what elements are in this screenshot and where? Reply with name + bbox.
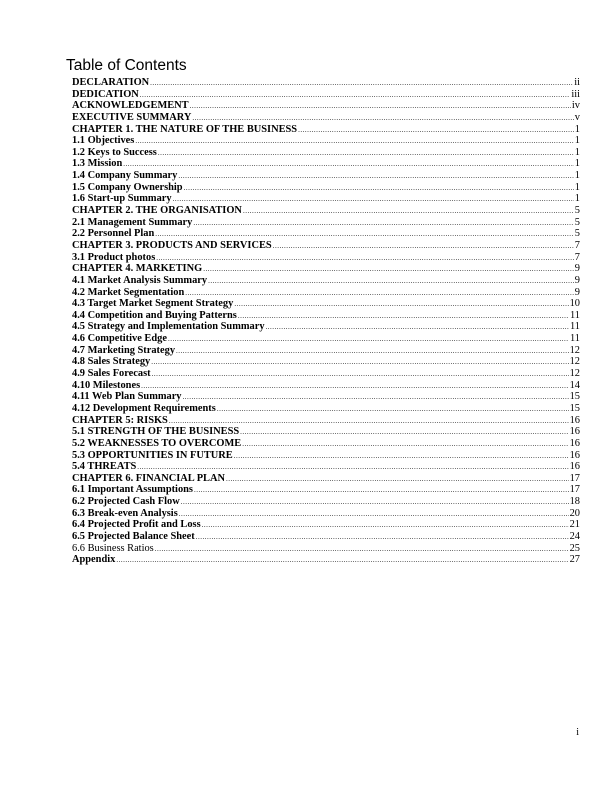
toc-entry[interactable] — [72, 380, 580, 392]
toc-entry-label: 5.3 OPPORTUNITIES IN FUTURE — [72, 449, 233, 461]
toc-entry-page-number: 16 — [569, 437, 580, 449]
toc-entry[interactable] — [72, 310, 580, 322]
toc-entry-label: CHAPTER 3. PRODUCTS AND SERVICES — [72, 239, 272, 251]
toc-entry-label: 3.1 Product photos — [72, 251, 156, 263]
toc-list — [72, 77, 580, 566]
toc-entry[interactable] — [72, 461, 580, 473]
toc-entry-page-number: 1 — [574, 193, 580, 205]
toc-dot-leader — [135, 136, 573, 148]
toc-dot-leader — [226, 474, 569, 486]
toc-dot-leader — [238, 311, 569, 323]
toc-entry[interactable] — [72, 228, 580, 240]
toc-entry-label: 1.3 Mission — [72, 158, 123, 170]
toc-entry-label: 2.2 Personnel Plan — [72, 228, 155, 240]
toc-entry[interactable] — [72, 217, 580, 229]
toc-dot-leader — [183, 392, 569, 404]
toc-entry-page-number: ii — [574, 77, 580, 88]
toc-dot-leader — [203, 264, 574, 276]
toc-entry[interactable] — [72, 508, 580, 520]
toc-entry-label: 6.4 Projected Profit and Loss — [72, 519, 201, 531]
toc-entry-label: 6.3 Break-even Analysis — [72, 507, 178, 519]
toc-entry[interactable] — [72, 333, 580, 345]
toc-entry[interactable] — [72, 426, 580, 438]
toc-entry-label: 4.5 Strategy and Implementation Summary — [72, 321, 265, 333]
toc-entry-label: DEDICATION — [72, 88, 139, 100]
toc-entry-page-number: 5 — [574, 228, 580, 240]
toc-entry-label: CHAPTER 2. THE ORGANISATION — [72, 205, 242, 217]
toc-dot-leader — [190, 101, 571, 113]
toc-entry-label: 5.4 THREATS — [72, 461, 137, 473]
toc-entry[interactable] — [72, 135, 580, 147]
toc-entry[interactable] — [72, 519, 580, 531]
toc-dot-leader — [141, 381, 569, 393]
toc-entry-label: 1.2 Keys to Success — [72, 146, 157, 158]
toc-entry-label: 4.8 Sales Strategy — [72, 356, 151, 368]
toc-dot-leader — [243, 206, 574, 218]
toc-entry-label: 4.11 Web Plan Summary — [72, 391, 182, 403]
toc-entry[interactable] — [72, 193, 580, 205]
toc-entry-page-number: 14 — [569, 379, 580, 391]
toc-entry-page-number: 16 — [569, 414, 580, 426]
toc-dot-leader — [194, 485, 569, 497]
toc-entry-page-number: 21 — [569, 519, 580, 531]
toc-dot-leader — [193, 218, 573, 230]
toc-entry[interactable] — [72, 415, 580, 427]
toc-entry[interactable] — [72, 112, 580, 124]
toc-entry[interactable] — [72, 473, 580, 485]
toc-dot-leader — [298, 125, 574, 137]
toc-entry-page-number: 16 — [569, 426, 580, 438]
toc-entry-page-number: 1 — [574, 146, 580, 158]
toc-dot-leader — [184, 183, 574, 195]
toc-entry-label: 5.1 STRENGTH OF THE BUSINESS — [72, 426, 240, 438]
toc-entry[interactable] — [72, 170, 580, 182]
toc-entry[interactable] — [72, 89, 580, 101]
toc-entry[interactable] — [72, 77, 580, 89]
toc-entry[interactable] — [72, 321, 580, 333]
toc-entry-page-number: 9 — [574, 274, 580, 286]
toc-dot-leader — [273, 241, 574, 253]
toc-dot-leader — [158, 148, 574, 160]
page-number: i — [576, 727, 579, 738]
toc-entry[interactable] — [72, 298, 580, 310]
toc-entry-page-number: v — [574, 111, 580, 123]
toc-dot-leader — [234, 299, 568, 311]
toc-entry-page-number: 7 — [574, 239, 580, 251]
toc-entry-page-number: 9 — [574, 286, 580, 298]
toc-entry-label: DECLARATION — [72, 77, 150, 88]
toc-entry[interactable] — [72, 438, 580, 450]
toc-entry[interactable] — [72, 356, 580, 368]
toc-entry-page-number: 11 — [569, 321, 580, 333]
toc-entry-page-number: 16 — [569, 461, 580, 473]
toc-dot-leader — [181, 497, 569, 509]
toc-entry-label: CHAPTER 6. FINANCIAL PLAN — [72, 472, 225, 484]
toc-entry-page-number: 10 — [569, 298, 580, 310]
toc-entry-label: 6.5 Projected Balance Sheet — [72, 530, 195, 542]
toc-dot-leader — [176, 346, 569, 358]
toc-dot-leader — [155, 544, 569, 556]
toc-entry-page-number: 11 — [569, 333, 580, 345]
toc-entry-page-number: 15 — [569, 391, 580, 403]
toc-dot-leader — [266, 322, 569, 334]
toc-entry-label: 4.2 Market Segmentation — [72, 286, 185, 298]
toc-entry-label: 6.1 Important Assumptions — [72, 484, 193, 496]
toc-entry-page-number: 1 — [574, 123, 580, 135]
toc-entry-page-number: 17 — [569, 472, 580, 484]
toc-entry-page-number: 27 — [569, 554, 580, 566]
toc-entry-page-number: 1 — [574, 170, 580, 182]
toc-entry-page-number: 5 — [574, 216, 580, 228]
toc-entry[interactable] — [72, 484, 580, 496]
toc-entry-label: 1.6 Start-up Summary — [72, 193, 172, 205]
toc-entry[interactable] — [72, 205, 580, 217]
toc-entry[interactable] — [72, 147, 580, 159]
toc-entry-label: 4.1 Market Analysis Summary — [72, 274, 208, 286]
toc-entry-page-number: 17 — [569, 484, 580, 496]
toc-entry[interactable] — [72, 531, 580, 543]
toc-entry-label: EXECUTIVE SUMMARY — [72, 111, 192, 123]
toc-entry-label: 6.6 Business Ratios — [72, 542, 154, 554]
toc-entry[interactable] — [72, 263, 580, 275]
toc-dot-leader — [152, 369, 569, 381]
toc-entry-label: 4.9 Sales Forecast — [72, 368, 151, 380]
toc-entry[interactable] — [72, 240, 580, 252]
toc-entry[interactable] — [72, 182, 580, 194]
toc-entry-label: 1.5 Company Ownership — [72, 181, 183, 193]
toc-entry-label: 5.2 WEAKNESSES TO OVERCOME — [72, 437, 242, 449]
toc-entry-page-number: 7 — [574, 251, 580, 263]
toc-entry-page-number: 18 — [569, 496, 580, 508]
toc-dot-leader — [240, 427, 568, 439]
toc-entry-page-number: 5 — [574, 205, 580, 217]
toc-entry-label: 4.10 Milestones — [72, 379, 141, 391]
toc-entry[interactable] — [72, 345, 580, 357]
toc-entry-label: CHAPTER 4. MARKETING — [72, 263, 203, 275]
toc-entry-page-number: 12 — [569, 344, 580, 356]
toc-entry[interactable] — [72, 391, 580, 403]
toc-entry-label: 6.2 Projected Cash Flow — [72, 496, 180, 508]
toc-entry-page-number: iv — [571, 100, 580, 112]
toc-entry-label: 4.12 Development Requirements — [72, 402, 216, 414]
toc-entry[interactable] — [72, 403, 580, 415]
toc-entry-page-number: 15 — [569, 402, 580, 414]
toc-entry-page-number: 12 — [569, 356, 580, 368]
toc-entry-page-number: 1 — [574, 135, 580, 147]
toc-entry-label: 2.1 Management Summary — [72, 216, 193, 228]
toc-entry-page-number: 9 — [574, 263, 580, 275]
toc-entry[interactable] — [72, 554, 580, 566]
toc-entry-page-number: 16 — [569, 449, 580, 461]
toc-entry[interactable] — [72, 543, 580, 555]
toc-entry-label: 1.4 Company Summary — [72, 170, 178, 182]
toc-entry[interactable] — [72, 287, 580, 299]
toc-entry[interactable] — [72, 252, 580, 264]
toc-entry[interactable] — [72, 450, 580, 462]
toc-dot-leader — [185, 288, 574, 300]
toc-entry-page-number: 1 — [574, 158, 580, 170]
toc-entry[interactable] — [72, 124, 580, 136]
toc-dot-leader — [217, 404, 569, 416]
toc-entry-label: CHAPTER 1. THE NATURE OF THE BUSINESS — [72, 123, 298, 135]
toc-dot-leader — [234, 451, 569, 463]
toc-entry-label: 4.6 Competitive Edge — [72, 333, 167, 345]
toc-dot-leader — [116, 555, 568, 567]
toc-entry-page-number: 25 — [569, 542, 580, 554]
toc-dot-leader — [208, 276, 574, 288]
toc-dot-leader — [202, 520, 569, 532]
toc-entry[interactable] — [72, 158, 580, 170]
toc-entry-label: 1.1 Objectives — [72, 135, 135, 147]
toc-entry-page-number: 11 — [569, 309, 580, 321]
toc-entry-page-number: 12 — [569, 368, 580, 380]
toc-entry-page-number: iii — [571, 88, 580, 100]
toc-entry-label: Appendix — [72, 554, 116, 566]
toc-dot-leader — [150, 78, 573, 90]
toc-dot-leader — [140, 90, 571, 102]
toc-entry-label: 4.3 Target Market Segment Strategy — [72, 298, 234, 310]
toc-entry[interactable] — [72, 368, 580, 380]
toc-entry-label: CHAPTER 5: RISKS — [72, 414, 168, 426]
toc-entry-label: ACKNOWLEDGEMENT — [72, 100, 189, 112]
toc-dot-leader — [168, 334, 569, 346]
toc-entry[interactable] — [72, 275, 580, 287]
toc-title: Table of Contents — [66, 57, 187, 74]
toc-entry-page-number: 20 — [569, 507, 580, 519]
toc-entry-page-number: 24 — [569, 530, 580, 542]
toc-dot-leader — [242, 439, 568, 451]
toc-dot-leader — [178, 171, 573, 183]
toc-dot-leader — [123, 159, 574, 171]
toc-entry[interactable] — [72, 100, 580, 112]
toc-entry-label: 4.4 Competition and Buying Patterns — [72, 309, 237, 321]
toc-entry-page-number: 1 — [574, 181, 580, 193]
toc-dot-leader — [196, 532, 569, 544]
toc-entry-label: 4.7 Marketing Strategy — [72, 344, 176, 356]
toc-dot-leader — [179, 509, 569, 521]
toc-dot-leader — [156, 253, 574, 265]
toc-dot-leader — [151, 357, 568, 369]
toc-entry[interactable] — [72, 496, 580, 508]
